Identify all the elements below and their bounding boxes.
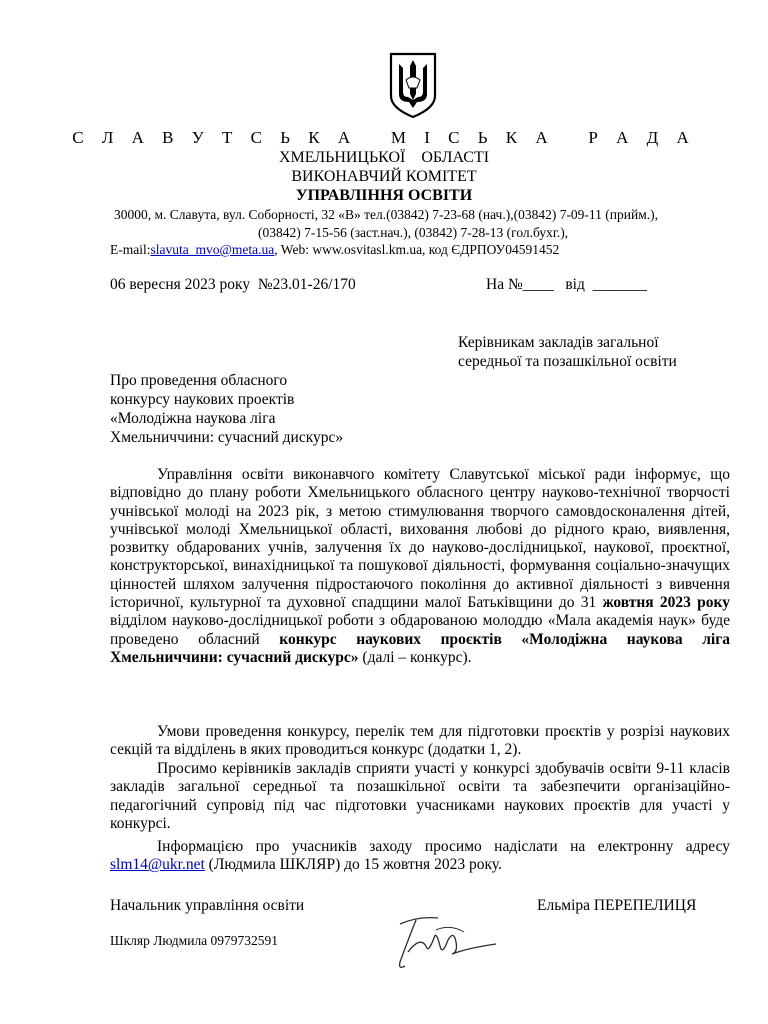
signer-position: Начальник управління освіти bbox=[110, 897, 305, 914]
body-paragraph-3: Просимо керівників закладів сприяти участі у конкурсі здобувачів освіти 9-11 класів закладів загальної середньої та позашкільної освіти та забезпечити організаційно-педагогічний супровід під час підготовки учасниками наукових проєктів для участі у конкурсі. bbox=[110, 760, 730, 832]
body-paragraph-4: Інформацією про учасників заходу просимо надіслати на електронну адресу slm14@ukr.net (Людмила ШКЛЯР) до 15 жовтня 2023 року. bbox=[110, 838, 730, 874]
contacts-line bbox=[110, 242, 559, 258]
body-paragraph-1: Управління освіти виконавчого комітету Славутської міської ради інформує, що відповідно до плану роботи Хмельницького обласного центру науково-технічної творчості учнівської молоді на 2023 рік, з метою стимулювання творчого самовдосконалення дітей, учнівської молоді Хмельницької області, виховання любові до рідного краю, виявлення, розвитку обдарованих учнів, залучення їх до науково-дослідницької, наукової, проєктної, конструкторської, винахідницької та пошукової діяльності, формування соціально-значущих цінностей шляхом залучення підростаючого покоління до активної діяльності з вивчення історичної, культурної та духовної спадщини малої Батьківщини до 31 жовтня 2023 року відділом науково-дослідницької роботи з обдарованою молоддю «Мала академія наук» буде проведено обласний конкурс наукових проєктів «Молодіжна наукова ліга Хмельниччини: сучасний дискурс» (далі – конкурс). bbox=[110, 466, 731, 666]
address-line-1: 30000, м. Славута, вул. Соборності, 32 «В» тел.(03842) 7-23-68 (нач.),(03842) 7-09-11 (прийм.), bbox=[114, 207, 659, 222]
body-paragraph-2: Умови проведення конкурсу, перелік тем для підготовки проєктів у розрізі наукових секцій та відділень в яких проводиться конкурс (додатки 1, 2). bbox=[110, 723, 730, 759]
executor-info: Шкляр Людмила 0979732591 bbox=[110, 933, 279, 948]
contest-name-bold: конкурс наукових проєктів «Молодіжна наукова ліга Хмельниччини: сучасний дискурс» bbox=[110, 630, 730, 666]
contact-email-link[interactable]: slm14@ukr.net bbox=[110, 856, 205, 874]
subject-line-3: «Молодіжна наукова ліга bbox=[110, 410, 276, 427]
address-line-2: (03842) 7-15-56 (заст.нач.), (03842) 7-28-13 (гол.бухг.), bbox=[258, 225, 569, 240]
date-number: 06 вересня 2023 року №23.01-26/170 bbox=[110, 276, 356, 293]
trident-emblem-icon bbox=[387, 50, 439, 120]
signer-name: Ельміра ПЕРЕПЕЛИЦЯ bbox=[537, 897, 697, 914]
reply-to: На №____ від _______ bbox=[486, 276, 647, 293]
signature-icon bbox=[378, 900, 498, 980]
contacts-rest: , Web: www.osvitasl.km.ua, код ЄДРПОУ04591452 bbox=[274, 242, 560, 257]
council-title: С Л А В У Т С Ь К А М І С Ь К А Р А Д А bbox=[72, 128, 696, 147]
deadline-bold: жовтня 2023 року bbox=[602, 594, 731, 612]
region-title: ХМЕЛЬНИЦЬКОЇ ОБЛАСТІ bbox=[278, 149, 490, 166]
committee-title: ВИКОНАВЧИЙ КОМІТЕТ bbox=[291, 168, 477, 185]
email-label: E-mail: bbox=[110, 242, 151, 257]
subject-line-4: Хмельниччини: сучасний дискурс» bbox=[110, 429, 344, 446]
email-link[interactable]: slavuta_mvo@meta.ua bbox=[150, 242, 275, 257]
addressee-line-2: середньої та позашкільної освіти bbox=[458, 353, 677, 370]
subject-line-2: конкурсу наукових проектів bbox=[110, 391, 295, 408]
department-title: УПРАВЛІННЯ ОСВІТИ bbox=[295, 187, 473, 204]
subject-line-1: Про проведення обласного bbox=[110, 372, 288, 389]
addressee-line-1: Керівникам закладів загальної bbox=[458, 334, 659, 351]
